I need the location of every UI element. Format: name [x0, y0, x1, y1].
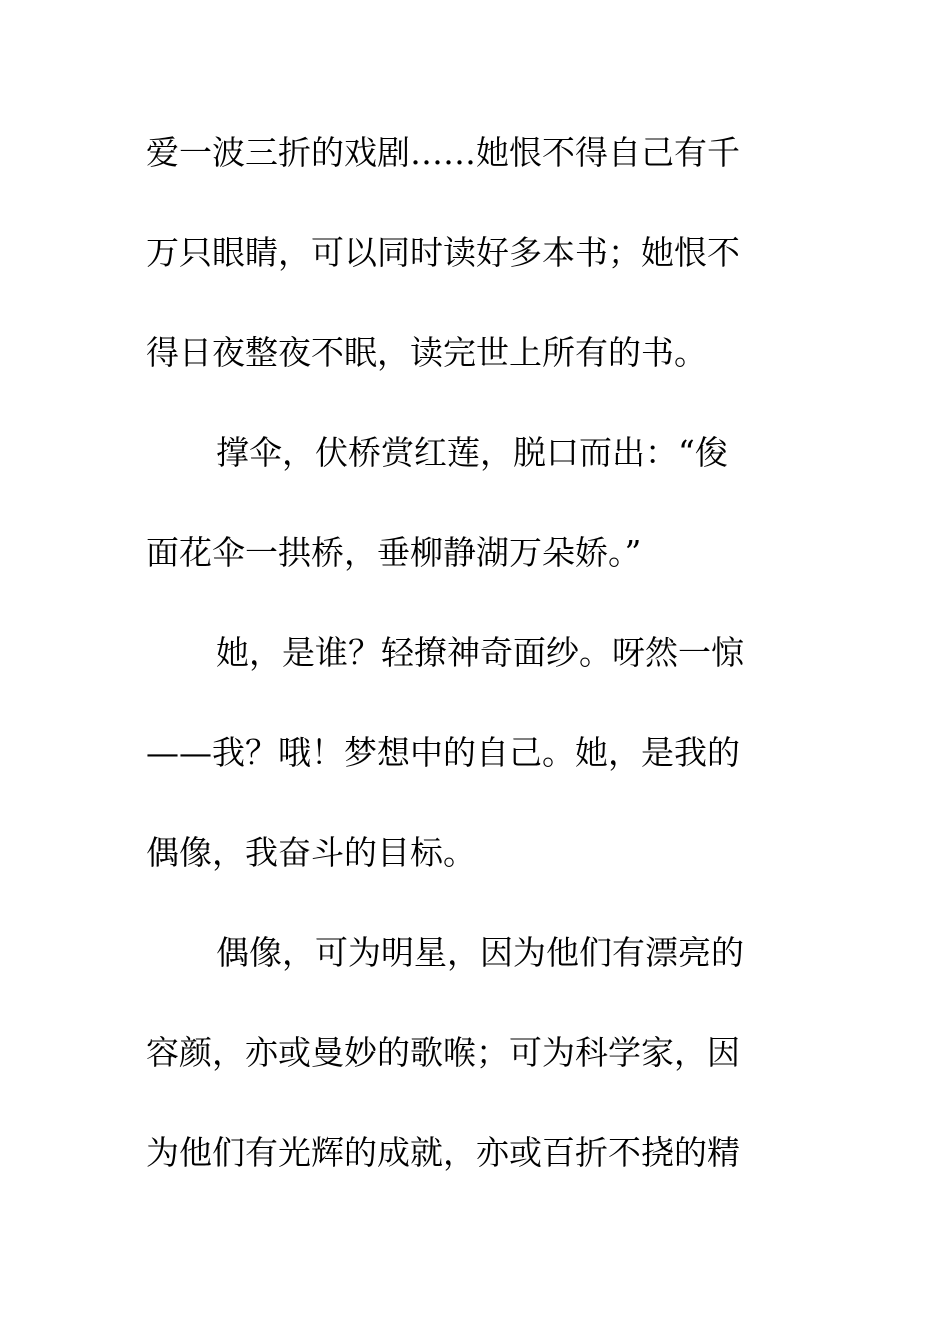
paragraph-start-line: 撑伞，伏桥赏红莲，脱口而出：“俊 [216, 433, 728, 472]
text-line: 偶像，我奋斗的目标。 [146, 833, 476, 872]
text-line: 容颜，亦或曼妙的歌喉；可为科学家，因 [146, 1033, 740, 1072]
text-line: 得日夜整夜不眠，读完世上所有的书。 [146, 333, 707, 372]
text-line: 面花伞一拱桥，垂柳静湖万朵娇。” [146, 533, 642, 572]
paragraph-start-line: 她，是谁？轻撩神奇面纱。呀然一惊 [216, 633, 744, 672]
text-line: 为他们有光辉的成就，亦或百折不挠的精 [146, 1133, 740, 1172]
paragraph-start-line: 偶像，可为明星，因为他们有漂亮的 [216, 933, 744, 972]
text-line: ——我？哦！梦想中的自己。她，是我的 [146, 733, 740, 772]
text-line: 万只眼睛，可以同时读好多本书；她恨不 [146, 233, 740, 272]
text-line: 爱一波三折的戏剧……她恨不得自己有千 [146, 133, 740, 172]
